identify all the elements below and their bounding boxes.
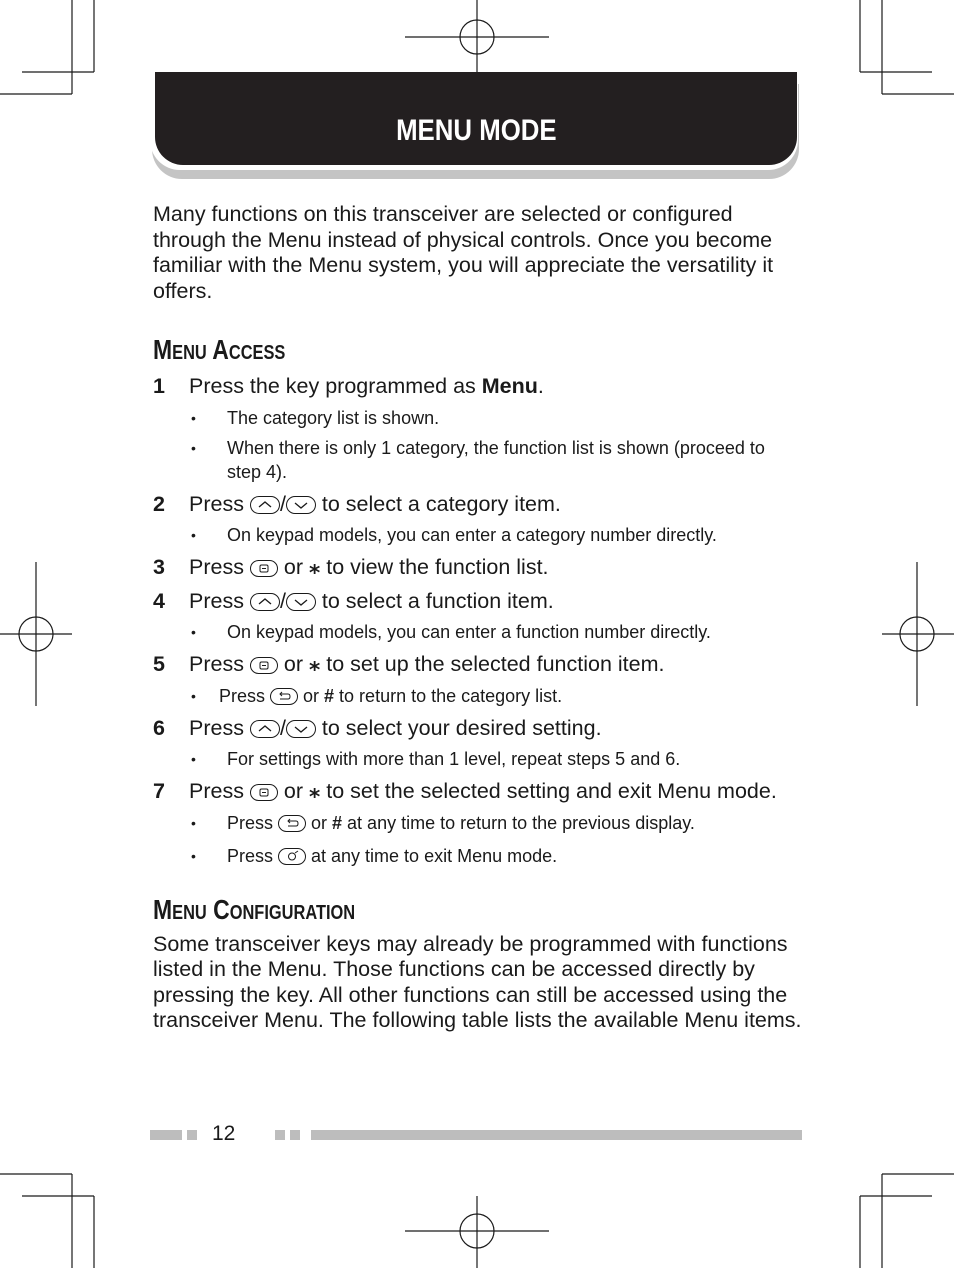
page-number: 12 <box>212 1122 236 1145</box>
bullet: • The category list is shown. <box>191 407 440 428</box>
content <box>153 202 803 1034</box>
step-number: 1 <box>153 374 165 398</box>
up-key-icon <box>250 720 280 738</box>
down-key-icon <box>286 496 316 514</box>
intro-paragraph: Many functions on this transceiver are selected or configured through the Menu instead of physical controls. Once you become familiar with the Menu system, you will appreciate the versatility it offers. <box>153 202 774 303</box>
down-key-icon <box>286 593 316 611</box>
config-paragraph: Some transceiver keys may already be programmed with functions listed in the Menu. Those functions can be accessed directly by pressing the key. All other functions can still be accessed using the transceiver Menu. The following table lists the available Menu items. <box>153 931 802 1032</box>
step-6: 6 Press / to select your desired setting. <box>153 715 602 740</box>
page-title: MENU MODE <box>395 113 557 147</box>
step-number: 6 <box>153 715 165 740</box>
up-key-icon <box>250 496 280 514</box>
bullet: • Press or # at any time to return to the previous display. <box>191 812 695 833</box>
section-title-menu-configuration: Menu Configuration <box>153 893 356 925</box>
bullet: • On keypad models, you can enter a function number directly. <box>191 622 711 642</box>
bullet: • When there is only 1 category, the function list is shown (proceed to step 4). <box>191 437 765 482</box>
footer-bar-segment <box>187 1130 197 1140</box>
back-key-icon <box>270 688 298 705</box>
footer-bar-segment <box>150 1130 182 1140</box>
title-banner <box>155 72 797 165</box>
footer-bar-segment <box>290 1130 300 1140</box>
asterisk-key-icon: ⁎ <box>309 555 321 579</box>
step-5: 5 Press or ⁎ to set up the selected function item. <box>153 652 665 676</box>
asterisk-key-icon: ⁎ <box>309 652 321 676</box>
menu-key-icon <box>250 784 278 801</box>
exit-key-icon <box>278 848 306 865</box>
step-number: 2 <box>153 491 165 516</box>
up-key-icon <box>250 593 280 611</box>
bullet: • On keypad models, you can enter a category number directly. <box>191 525 717 545</box>
step-3: 3 Press or ⁎ to view the function list. <box>153 555 549 579</box>
bullet: • Press or # to return to the category list. <box>191 685 563 706</box>
step-2: 2 Press / to select a category item. <box>153 491 561 516</box>
step-number: 3 <box>153 555 165 579</box>
bullet: • For settings with more than 1 level, repeat steps 5 and 6. <box>191 749 681 769</box>
step-4: 4 Press / to select a function item. <box>153 588 554 613</box>
step-1: 1 Press the key programmed as Menu. <box>153 374 544 398</box>
back-key-icon <box>278 815 306 832</box>
bullet: • Press at any time to exit Menu mode. <box>191 845 558 866</box>
asterisk-key-icon: ⁎ <box>309 779 321 803</box>
step-number: 5 <box>153 652 165 676</box>
menu-key-icon <box>250 657 278 674</box>
step-7: 7 Press or ⁎ to set the selected setting and exit Menu mode. <box>153 779 777 803</box>
footer-bar-segment <box>275 1130 285 1140</box>
step-number: 4 <box>153 588 165 613</box>
down-key-icon <box>286 720 316 738</box>
menu-key-icon <box>250 560 278 577</box>
step-number: 7 <box>153 779 165 803</box>
footer-bar <box>311 1130 802 1140</box>
section-title-menu-access: Menu Access <box>153 334 286 365</box>
